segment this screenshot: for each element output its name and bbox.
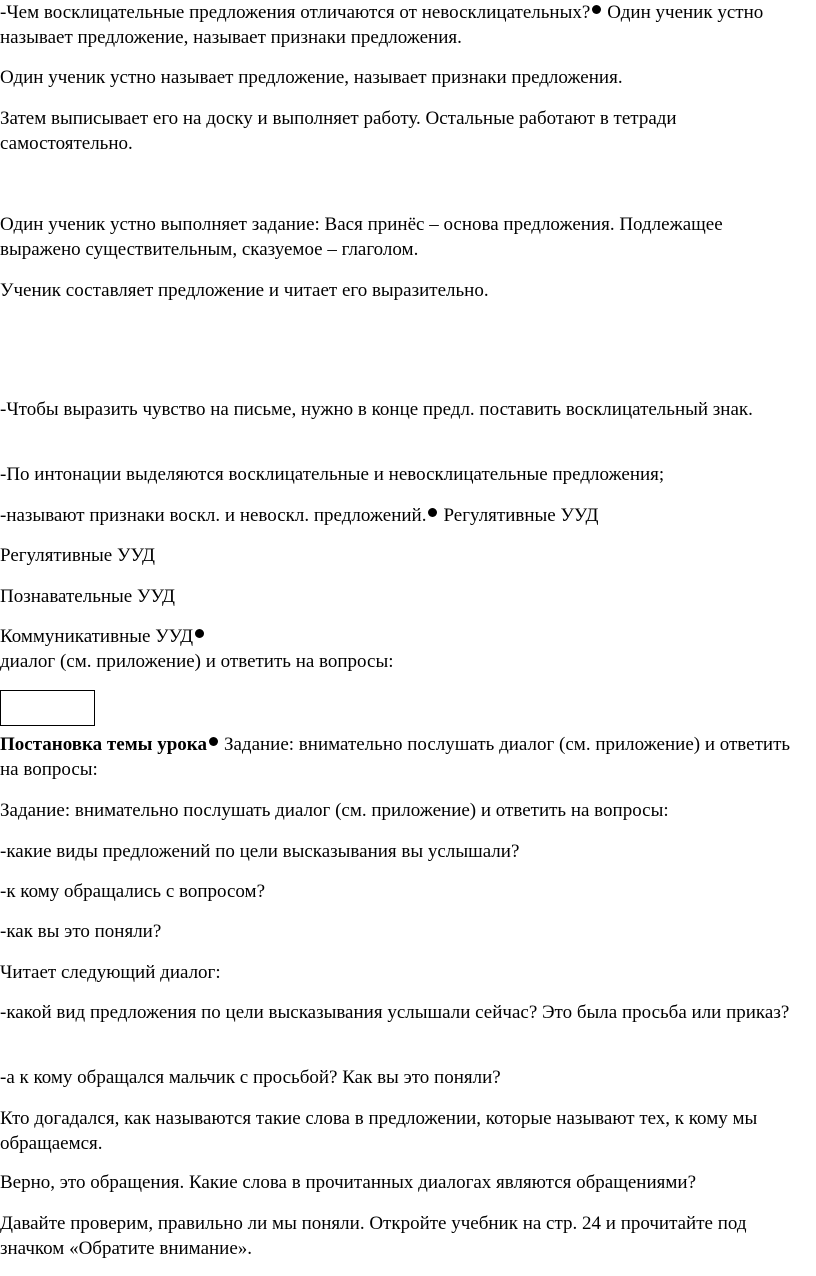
- question-text: -Чем восклицательные предложения отличаются от невосклицательных?: [0, 2, 591, 23]
- bullet-icon: [428, 508, 437, 517]
- dialog-text: диалог (см. приложение) и ответить на вопросы:: [0, 651, 394, 672]
- paragraph-lesson-topic: [0, 732, 808, 782]
- communicative-label: Коммуникативные УУД: [0, 626, 194, 647]
- bullet-icon: [592, 5, 601, 14]
- paragraph-guess-terms: Кто догадался, как называются такие слова в предложении, которые называют тех, к кому мы обращаемся.: [0, 1108, 758, 1154]
- paragraph-sentence-features: [0, 503, 808, 528]
- bullet-icon: [195, 629, 204, 638]
- features-text: -называют признаки воскл. и невоскл. предложений.: [0, 505, 427, 526]
- paragraph-addresses: Верно, это обращения. Какие слова в прочитанных диалогах являются обращениями?: [0, 1172, 697, 1193]
- lesson-topic-task: Задание: внимательно послушать диалог (см. приложение) и ответить на вопросы:: [0, 734, 791, 780]
- paragraph-textbook-check: Давайте проверим, правильно ли мы поняли. Откройте учебник на стр. 24 и прочитайте под значком «Обратите внимание».: [0, 1213, 747, 1259]
- paragraph-intonation: -По интонации выделяются восклицательные и невосклицательные предложения;: [0, 464, 665, 485]
- paragraph-cognitive-uud: Познавательные УУД: [0, 586, 175, 607]
- lesson-topic-heading: Постановка темы урока: [0, 734, 207, 755]
- paragraph-board-work: Затем выписывает его на доску и выполняет работу. Остальные работают в тетради самостоятельно.: [0, 108, 677, 154]
- paragraph-communicative-uud: [0, 624, 808, 674]
- paragraph-student-task: Один ученик устно называет предложение, называет признаки предложения.: [0, 67, 623, 88]
- paragraph-exclamation-mark: -Чтобы выразить чувство на письме, нужно в конце предл. поставить восклицательный знак.: [0, 399, 753, 420]
- paragraph-question-how: -как вы это поняли?: [0, 921, 162, 942]
- paragraph-next-dialog: Читает следующий диалог:: [0, 962, 221, 983]
- empty-table-cell: [0, 690, 95, 726]
- paragraph-listen-task: Задание: внимательно послушать диалог (см. приложение) и ответить на вопросы:: [0, 800, 669, 821]
- paragraph-regulative-uud: Регулятивные УУД: [0, 545, 155, 566]
- paragraph-question-types: -какие виды предложений по цели высказывания вы услышали?: [0, 841, 520, 862]
- paragraph-question: [0, 0, 808, 50]
- student-task-text: Один ученик устно называет предложение, называет признаки предложения.: [0, 2, 764, 48]
- bullet-icon: [209, 737, 218, 746]
- paragraph-boy-request: -а к кому обращался мальчик с просьбой? Как вы это поняли?: [0, 1067, 501, 1088]
- paragraph-oral-task: Один ученик устно выполняет задание: Вася принёс – основа предложения. Подлежащее выражено существительным, сказуемое – глаголом.: [0, 214, 723, 260]
- paragraph-compose-sentence: Ученик составляет предложение и читает его выразительно.: [0, 280, 489, 301]
- regulative-label: Регулятивные УУД: [443, 505, 599, 526]
- paragraph-request-or-order: -какой вид предложения по цели высказывания услышали сейчас? Это была просьба или приказ?: [0, 1002, 790, 1023]
- paragraph-question-whom: -к кому обращались с вопросом?: [0, 881, 266, 902]
